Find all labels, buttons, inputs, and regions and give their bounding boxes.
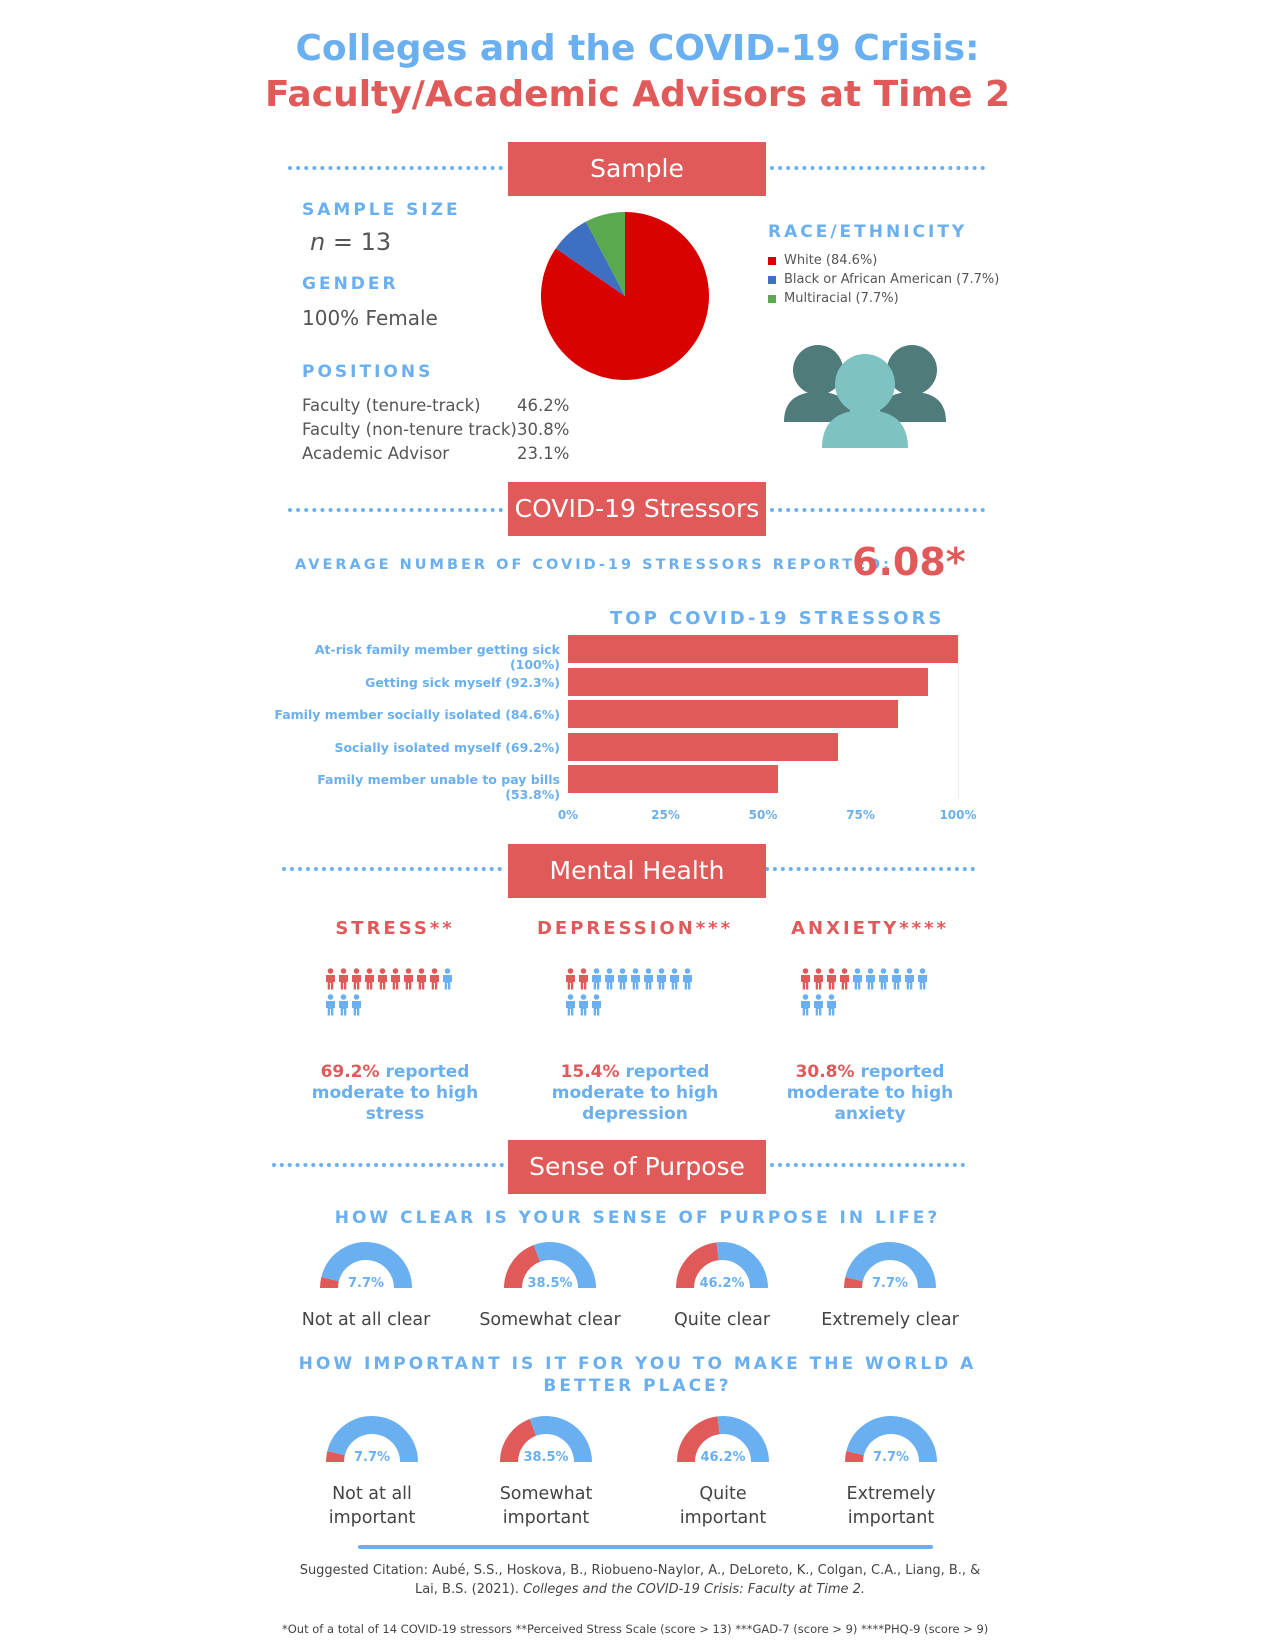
gauge-label: Not at all clear	[301, 1310, 431, 1330]
gauge-percent: 7.7%	[872, 1450, 910, 1465]
gauge-fill	[854, 1453, 855, 1462]
footer-rule	[358, 1545, 933, 1549]
person-icon	[565, 994, 576, 1016]
race-legend	[768, 253, 999, 310]
person-icon	[377, 968, 388, 990]
gauge-percent: 38.5%	[523, 1450, 569, 1465]
position-pct: 30.8%	[517, 420, 570, 439]
person-icon	[865, 968, 876, 990]
bar-label: At-risk family member getting sick (100%)	[314, 642, 560, 672]
section-banner-sample: Sample	[508, 142, 766, 196]
person-icon	[591, 994, 602, 1016]
purpose-gauges-1	[270, 1240, 1010, 1330]
bar-label: Getting sick myself (92.3%)	[365, 674, 560, 690]
bar-label: Socially isolated myself (69.2%)	[334, 739, 560, 755]
divider-left	[288, 508, 503, 512]
divider-left	[282, 867, 502, 871]
person-icon	[630, 968, 641, 990]
sample-size-value: n = 13	[310, 228, 392, 256]
gauge-label: Extremely clear	[821, 1310, 959, 1330]
person-icon-array	[800, 968, 945, 1020]
divider-right	[770, 166, 985, 170]
people-group-icon	[780, 340, 950, 450]
person-icon	[852, 968, 863, 990]
person-icon-array	[325, 968, 470, 1020]
mental-health-caption: 69.2% reported moderate to high stress	[311, 1062, 479, 1124]
position-row	[302, 444, 569, 468]
bar	[568, 733, 838, 761]
person-icon	[813, 968, 824, 990]
person-icon	[351, 968, 362, 990]
person-icon	[442, 968, 453, 990]
person-icon	[565, 968, 576, 990]
position-row	[302, 396, 569, 420]
divider-left	[272, 1163, 504, 1167]
citation-line1: Suggested Citation: Aubé, S.S., Hoskova, B., Riobueno-Naylor, A., DeLoreto, K., Colgan, C.A., Liang, B., &	[299, 1563, 981, 1578]
divider-right	[765, 867, 975, 871]
gauge-percent: 7.7%	[871, 1276, 909, 1291]
legend-item: Multiracial (7.7%)	[768, 291, 999, 310]
gauge-percent: 46.2%	[699, 1276, 745, 1291]
chart-title: TOP COVID-19 STRESSORS	[610, 608, 945, 629]
avg-stressors-label: AVERAGE NUMBER OF COVID-19 STRESSORS REPORTED:	[295, 557, 892, 573]
person-icon	[891, 968, 902, 990]
person-icon	[591, 968, 602, 990]
mental-health-caption: 30.8% reported moderate to high anxiety	[786, 1062, 954, 1124]
legend-swatch	[768, 257, 776, 265]
bar	[568, 765, 778, 793]
legend-item: Black or African American (7.7%)	[768, 272, 999, 291]
person-icon	[578, 968, 589, 990]
gender-value: 100% Female	[302, 306, 438, 330]
gauge-percent: 7.7%	[353, 1450, 391, 1465]
gauge-label: Quite clear	[673, 1310, 771, 1330]
person-icon	[617, 968, 628, 990]
gauge-label: Somewhat important	[499, 1484, 593, 1528]
person-icon	[351, 994, 362, 1016]
person-icon	[656, 968, 667, 990]
gauge-fill	[335, 1453, 336, 1462]
person-icon	[917, 968, 928, 990]
person-icon	[338, 994, 349, 1016]
person-icon	[813, 994, 824, 1016]
section-banner-mental-health: Mental Health	[508, 844, 766, 898]
axis-tick-label: 25%	[651, 807, 680, 822]
position-pct: 46.2%	[517, 396, 570, 415]
person-icon	[390, 968, 401, 990]
bar-label: Family member unable to pay bills (53.8%)	[317, 772, 560, 802]
gauge-label: Extremely important	[846, 1484, 936, 1528]
gauge-fill	[329, 1279, 330, 1288]
gauge-percent: 38.5%	[527, 1276, 573, 1291]
person-icon	[364, 968, 375, 990]
purpose-question-1: HOW CLEAR IS YOUR SENSE OF PURPOSE IN LIFE?	[334, 1208, 941, 1228]
bar	[568, 668, 928, 696]
person-icon	[403, 968, 414, 990]
person-icon	[800, 968, 811, 990]
bar-label: Family member socially isolated (84.6%)	[274, 707, 560, 722]
gauge-label: Not at all important	[328, 1484, 416, 1528]
stressors-bar-chart	[270, 635, 990, 825]
person-icon	[904, 968, 915, 990]
legend-swatch	[768, 295, 776, 303]
gauge-fill	[853, 1279, 854, 1288]
purpose-gauges-2	[270, 1414, 1010, 1528]
gauge-label: Quite important	[679, 1484, 767, 1528]
divider-right	[770, 508, 985, 512]
person-icon	[682, 968, 693, 990]
race-label: RACE/ETHNICITY	[768, 222, 968, 242]
divider-right	[770, 1163, 965, 1167]
person-icon	[878, 968, 889, 990]
mental-health-panels	[280, 918, 980, 1124]
position-pct: 23.1%	[517, 444, 570, 463]
gauge-label: Somewhat clear	[479, 1310, 621, 1330]
axis-tick-label: 0%	[557, 807, 579, 822]
gender-label: GENDER	[302, 274, 399, 294]
axis-tick-label: 100%	[939, 807, 977, 822]
mental-health-caption: 15.4% reported moderate to high depression	[551, 1062, 719, 1124]
title-line1: Colleges and the COVID-19 Crisis:	[295, 28, 980, 69]
section-banner-stressors: COVID-19 Stressors	[508, 482, 766, 536]
sample-size-label: SAMPLE SIZE	[302, 200, 461, 220]
race-pie-chart	[530, 210, 720, 390]
bar	[568, 635, 958, 663]
legend-swatch	[768, 276, 776, 284]
pie-slices	[541, 212, 709, 380]
position-name: Faculty (tenure-track)	[302, 396, 481, 415]
purpose-question-2-line2: BETTER PLACE?	[543, 1376, 732, 1396]
legend-item: White (84.6%)	[768, 253, 999, 272]
citation-line2: Lai, B.S. (2021). Colleges and the COVID-19 Crisis: Faculty at Time 2.	[414, 1582, 866, 1597]
person-icon	[578, 994, 589, 1016]
person-icon	[604, 968, 615, 990]
title-line2: Faculty/Academic Advisors at Time 2	[264, 74, 1011, 115]
footnote: *Out of a total of 14 COVID-19 stressors **Perceived Stress Scale (score > 13) ***GAD-7 (score > 9) ****PHQ-9 (score > 9)	[282, 1622, 989, 1636]
purpose-question-2-line1: HOW IMPORTANT IS IT FOR YOU TO MAKE THE WORLD A	[298, 1354, 977, 1374]
positions-list	[302, 396, 569, 468]
mental-health-title: DEPRESSION***	[536, 918, 733, 939]
axis-tick-label: 75%	[846, 807, 875, 822]
person-icon	[325, 994, 336, 1016]
person-icon-array	[565, 968, 710, 1020]
person-icon	[429, 968, 440, 990]
section-banner-purpose: Sense of Purpose	[508, 1140, 766, 1194]
position-row	[302, 420, 569, 444]
positions-label: POSITIONS	[302, 362, 434, 382]
avg-stressors-value: 6.08*	[852, 540, 966, 584]
person-icon	[669, 968, 680, 990]
person-icon	[643, 968, 654, 990]
mental-health-title: ANXIETY****	[791, 918, 949, 939]
position-name: Faculty (non-tenure track)	[302, 420, 517, 439]
person-icon	[325, 968, 336, 990]
person-icon	[416, 968, 427, 990]
person-icon	[839, 968, 850, 990]
divider-left	[288, 166, 503, 170]
bar	[568, 700, 898, 728]
person-icon	[800, 994, 811, 1016]
person-icon	[826, 968, 837, 990]
person-icon	[826, 994, 837, 1016]
gridline	[958, 635, 959, 798]
position-name: Academic Advisor	[302, 444, 450, 463]
gauge-percent: 46.2%	[700, 1450, 746, 1465]
mental-health-title: STRESS**	[335, 918, 455, 939]
person-icon	[338, 968, 349, 990]
gauge-percent: 7.7%	[347, 1276, 385, 1291]
axis-tick-label: 50%	[748, 807, 778, 822]
